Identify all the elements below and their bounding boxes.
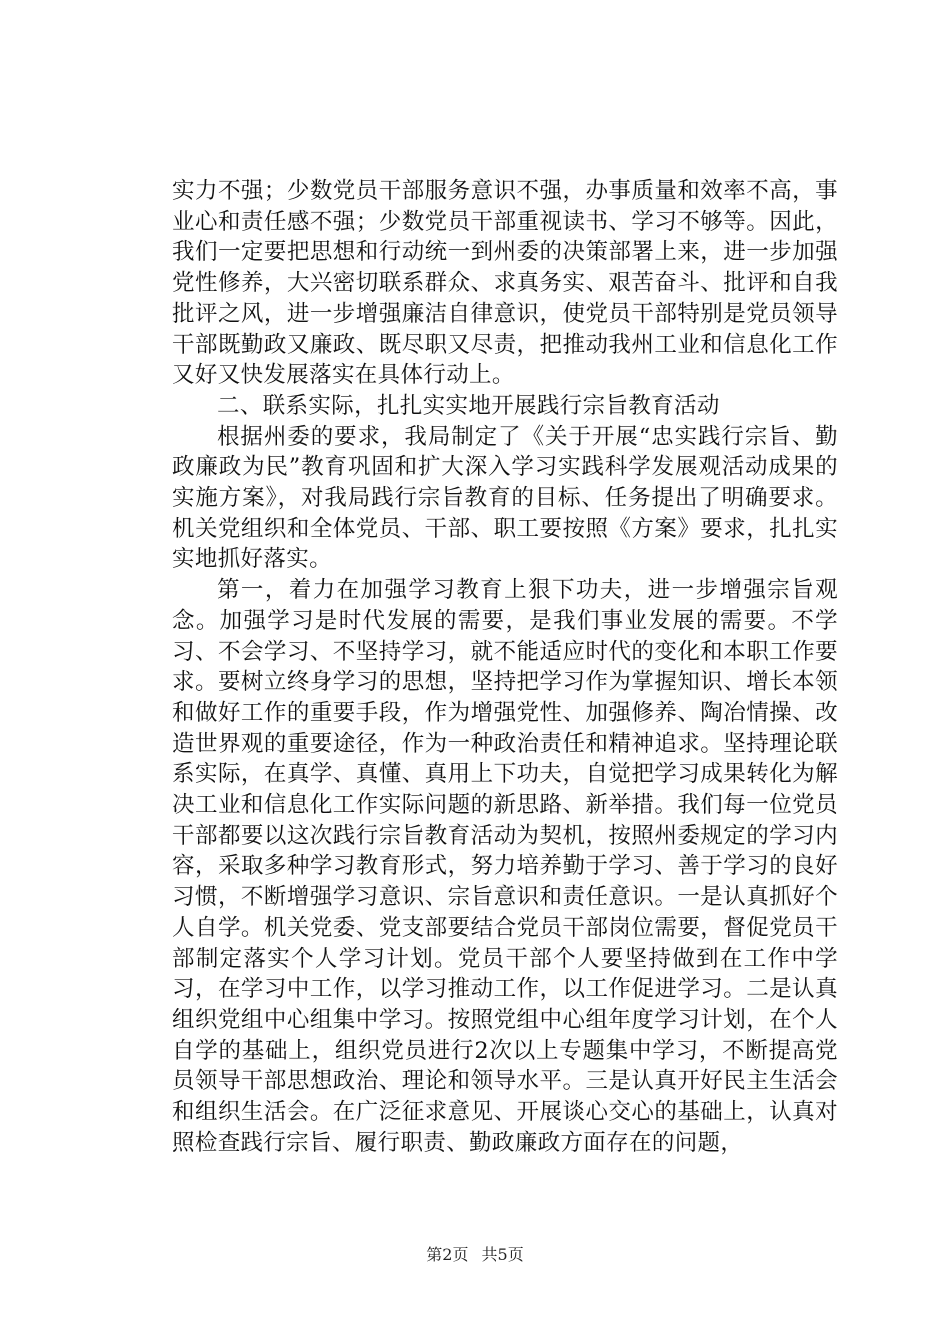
page-total: 共5页 [481,1245,524,1264]
section-heading: 二、联系实际，扎扎实实地开展践行宗旨教育活动 [217,392,720,419]
document-body [172,176,838,1159]
paragraph-continuation: 实力不强；少数党员干部服务意识不强，办事质量和效率不高，事业心和责任感不强；少数党员干部重视读书、学习不够等。因此，我们一定要把思想和行动统一到州委的决策部署上来，进一步加强党性修养，大兴密切联系群众、求真务实、艰苦奋斗、批评和自我批评之风，进一步增强廉洁自律意识，使党员干部特别是党员领导干部既勤政又廉政、既尽职又尽责，把推动我州工业和信息化工作又好又快发展落实在具体行动上。 [172,178,838,389]
paragraph-study-education: 第一，着力在加强学习教育上狠下功夫，进一步增强宗旨观念。加强学习是时代发展的需要，是我们事业发展的需要。不学习、不会学习、不坚持学习，就不能适应时代的变化和本职工作要求。要树立终身学习的思想，坚持把学习作为掌握知识、增长本领和做好工作的重要手段，作为增强党性、加强修养、陶冶情操、改造世界观的重要途径，作为一种政治责任和精神追求。坚持理论联系实际，在真学、真懂、真用上下功夫，自觉把学习成果转化为解决工业和信息化工作实际问题的新思路、新举措。我们每一位党员干部都要以这次践行宗旨教育活动为契机，按照州委规定的学习内容，采取多种学习教育形式，努力培养勤于学习、善于学习的良好习惯，不断增强学习意识、宗旨意识和责任意识。一是认真抓好个人自学。机关党委、党支部要结合党员干部岗位需要，督促党员干部制定落实个人学习计划。党员干部个人要坚持做到在工作中学习，在学习中工作，以学习推动工作，以工作促进学习。二是认真组织党组中心组集中学习。按照党组中心组年度学习计划，在个人自学的基础上，组织党员进行2次以上专题集中学习，不断提高党员领导干部思想政治、理论和领导水平。三是认真开好民主生活会和组织生活会。在广泛征求意见、开展谈心交心的基础上，认真对照检查践行宗旨、履行职责、勤政廉政方面存在的问题， [172,577,838,1156]
page-footer [0,1245,950,1265]
paragraph-implementation-plan: 根据州委的要求，我局制定了《关于开展“忠实践行宗旨、勤政廉政为民”教育巩固和扩大深入学习实践科学发展观活动成果的实施方案》，对我局践行宗旨教育的目标、任务提出了明确要求。机关党组织和全体党员、干部、职工要按照《方案》要求，扎扎实实地抓好落实。 [172,423,838,573]
page-number: 第2页 [426,1245,469,1264]
